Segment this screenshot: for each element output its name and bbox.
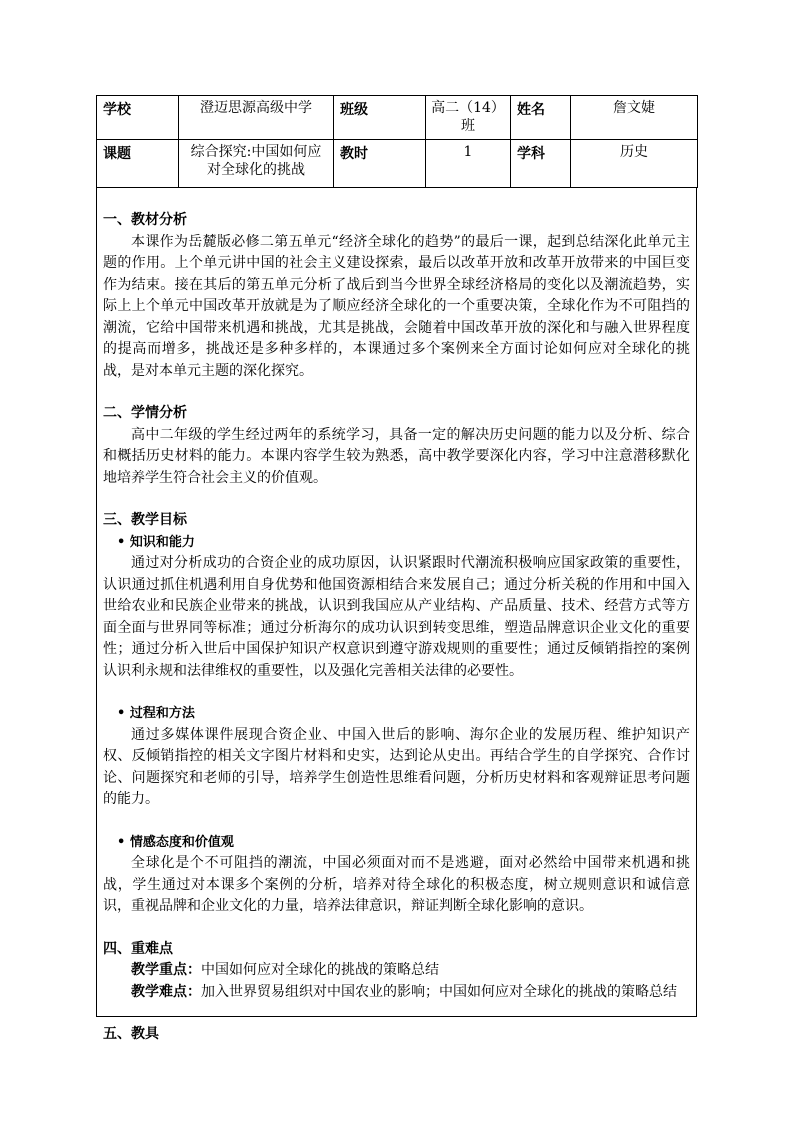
section-title-students: 二、学情分析	[103, 405, 187, 421]
section-title-key-points: 四、重难点	[103, 940, 173, 957]
key-point-line	[103, 960, 690, 982]
key-point-text: 中国如何应对全球化的挑战的策略总结	[201, 962, 439, 978]
process-subtitle: • 过程和方法	[117, 706, 195, 721]
name-value: 詹文婕	[571, 96, 698, 140]
school-label: 学校	[97, 96, 179, 140]
students-paragraph: 高中二年级的学生经过两年的系统学习，具备一定的解决历史问题的能力以及分析、综合和概括历史材料的能力。本课内容学生较为熟悉，高中教学要深化内容，学习中注意潜移默化地培养学生符合社会主义的价值观。	[103, 426, 690, 486]
difficult-point-text: 加入世界贸易组织对中国农业的影响；中国如何应对全球化的挑战的策略总结	[201, 983, 677, 1000]
section-title-teaching-aids: 五、教具	[103, 1026, 159, 1042]
header-table	[96, 95, 698, 188]
class-label: 班级	[334, 96, 426, 140]
content-body	[96, 188, 697, 1042]
difficult-point-line	[103, 982, 690, 1004]
section-title-materials: 一、教材分析	[103, 212, 187, 228]
topic-line-2: 对全球化的挑战	[207, 162, 305, 178]
emotion-subtitle: • 情感态度和价值观	[117, 834, 234, 850]
section-title-objectives: 三、教学目标	[103, 512, 187, 528]
emotion-paragraph: 全球化是个不可阻挡的潮流，中国必须面对而不是逃避，面对必然给中国带来机遇和挑战，学生通过对本课多个案例的分析，培养对待全球化的积极态度，树立规则意识和诚信意识，重视品牌和企业文化的力量，培养法律意识，辩证判断全球化影响的意识。	[103, 855, 690, 914]
subject-label: 学科	[511, 140, 571, 188]
name-label: 姓名	[511, 96, 571, 140]
topic-line-1: 综合探究:中国如何应	[190, 144, 322, 160]
process-paragraph: 通过多媒体课件展现合资企业、中国入世后的影响、海尔企业的发展历程、维护知识产权、反倾销指控的相关文字图片材料和史实，达到论从史出。再结合学生的自学探究、合作讨论、问题探究和老师的引导，培养学生创造性思维看问题，分析历史材料和客观辩证思考问题的能力。	[103, 726, 690, 807]
materials-paragraph: 本课作为岳麓版必修二第五单元“经济全球化的趋势”的最后一课，起到总结深化此单元主题的作用。上个单元讲中国的社会主义建设探索，最后以改革开放和改革开放带来的中国巨变作为结束。接在其后的第五单元分析了战后到当今世界全球经济格局的变化以及潮流趋势，实际上上个单元中国改革开放就是为了顺应经济全球化的一个重要决策，全球化作为不可阻挡的潮流，它给中国带来机遇和挑战，尤其是挑战，会随着中国改革开放的深化和与融入世界程度的提高而增多，挑战还是多种多样的，本课通过多个案例来全方面讨论如何应对全球化的挑战，是对本单元主题的深化探究。	[103, 233, 690, 379]
hours-value: 1	[426, 140, 511, 188]
knowledge-paragraph: 通过对分析成功的合资企业的成功原因，认识紧跟时代潮流积极响应国家政策的重要性，认识通过抓住机遇利用自身优势和他国资源相结合来发展自己；通过分析关税的作用和中国入世给农业和民族企业带来的挑战，认识到我国应从产业结构、产品质量、技术、经营方式等方面全面与世界同等标准；通过分析海尔的成功认识到转变思维，塑造品牌意识企业文化的重要性；通过分析入世后中国保护知识产权意识到遵守游戏规则的重要性；通过反倾销指控的案例认识利永规和法律维权的重要性，以及强化完善相关法律的必要性。	[103, 555, 690, 679]
hours-label: 教时	[334, 140, 426, 188]
topic-value	[179, 140, 334, 188]
lesson-plan-page	[96, 95, 697, 1042]
knowledge-subtitle: • 知识和能力	[117, 534, 195, 550]
subject-value: 历史	[571, 140, 698, 188]
school-value: 澄迈思源高级中学	[179, 96, 334, 140]
topic-label: 课题	[97, 140, 179, 188]
difficult-point-label: 教学难点：	[131, 983, 201, 1000]
key-point-label: 教学重点：	[131, 962, 201, 978]
class-value: 高二（14）班	[426, 96, 511, 140]
